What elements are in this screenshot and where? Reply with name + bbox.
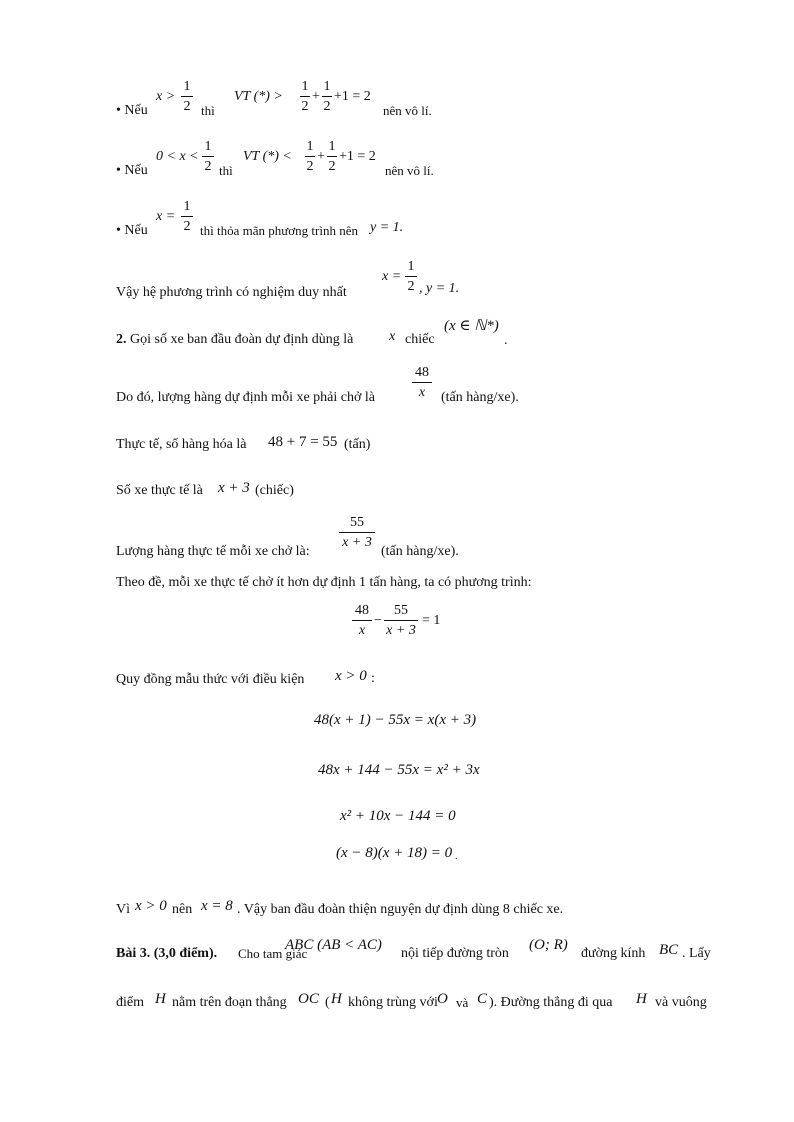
condition: 0 < x <: [156, 149, 199, 164]
actual-goods-text: Thực tế, số hàng hóa là: [116, 437, 247, 452]
fraction-half: 1 2: [323, 79, 331, 114]
equation-setup-text: Theo đề, mỗi xe thực tế chở ít hơn dự định 1 tấn hàng, ta có phương trình:: [116, 575, 532, 590]
solution-y: , y = 1.: [419, 281, 460, 296]
bullet: • Nếu: [116, 223, 148, 238]
tail-expression: +1 = 2: [339, 149, 376, 164]
condition: x >: [156, 89, 176, 104]
fraction-48-over-x: 48 x: [352, 604, 372, 638]
conclusion: nên vô lí.: [385, 163, 434, 178]
result-text: . Vậy ban đầu đoàn thiện nguyện dự định dùng 8 chiếc xe.: [237, 902, 564, 917]
part-number: 2.: [116, 332, 127, 347]
actual-load-text: Lượng hàng thực tế mỗi xe chở là:: [116, 544, 310, 559]
variable-x: x: [389, 329, 396, 344]
solution-x: x =: [382, 269, 402, 284]
bullet: • Nếu: [116, 163, 148, 178]
diameter-expr: BC: [659, 942, 679, 958]
fraction-half: 1 2: [328, 139, 336, 174]
planned-load-text: Do đó, lượng hàng dự định mỗi xe phải chở là: [116, 390, 375, 405]
domain-condition: (x ∈ ℕ*): [444, 318, 499, 334]
conclusion: nên vô lí.: [383, 103, 432, 118]
fraction-48-over-x: 48 x: [412, 366, 432, 400]
condition-expr: x > 0: [135, 898, 167, 914]
triangle-expr: ABC (AB < AC): [285, 937, 382, 953]
condition: x =: [156, 209, 176, 224]
fraction-half: 1 2: [306, 139, 314, 174]
unit-label: (chiếc): [255, 483, 294, 498]
fraction-half: 1 2: [405, 260, 417, 294]
problem-title: Bài 3. (3,0 điểm).: [116, 946, 218, 961]
fraction-55-over-x-plus-3: 55 x + 3: [339, 516, 375, 550]
equation-2: 48(x + 1) − 55x = x(x + 3): [314, 712, 477, 728]
actual-vehicles-text: Số xe thực tế là: [116, 483, 203, 498]
vt-expression: VT (*) >: [234, 89, 283, 104]
condition-expr: x > 0: [335, 668, 367, 684]
fraction-half: 1 2: [301, 79, 309, 114]
equation-3: 48x + 144 − 55x = x² + 3x: [318, 762, 480, 778]
actual-goods-expr: 48 + 7 = 55: [268, 434, 338, 450]
bullet: • Nếu: [116, 103, 148, 118]
tail-expression: +1 = 2: [334, 89, 371, 104]
fraction-half: 1 2: [202, 140, 214, 174]
unit-label: (tấn hàng/xe).: [381, 544, 459, 559]
then-statement: thì thỏa mãn phương trình nên: [200, 223, 358, 238]
unit-label: (tấn hàng/xe).: [441, 390, 519, 405]
intro-text: Gọi số xe ban đầu đoàn dự định dùng là: [130, 332, 354, 347]
actual-vehicles-expr: x + 3: [218, 480, 250, 496]
unit-label: chiếc: [405, 332, 435, 347]
equation-5: (x − 8)(x + 18) = 0: [336, 845, 453, 861]
fraction-half: 1 2: [181, 200, 193, 234]
then-label: thì: [201, 103, 215, 118]
condition-text: Quy đồng mẫu thức với điều kiện: [116, 672, 305, 687]
fraction-half: 1 2: [181, 80, 193, 114]
then-label: thì: [219, 163, 233, 178]
conclusion-text: Vậy hệ phương trình có nghiệm duy nhất: [116, 285, 347, 300]
equation-4: x² + 10x − 144 = 0: [340, 808, 456, 824]
vt-expression: VT (*) <: [243, 149, 292, 164]
unit-label: (tấn): [344, 437, 371, 452]
solution-expr: x = 8: [201, 898, 233, 914]
result: y = 1.: [370, 220, 404, 235]
circle-expr: (O; R): [529, 937, 568, 953]
fraction-55-over-x-plus-3: 55 x + 3: [384, 604, 418, 638]
